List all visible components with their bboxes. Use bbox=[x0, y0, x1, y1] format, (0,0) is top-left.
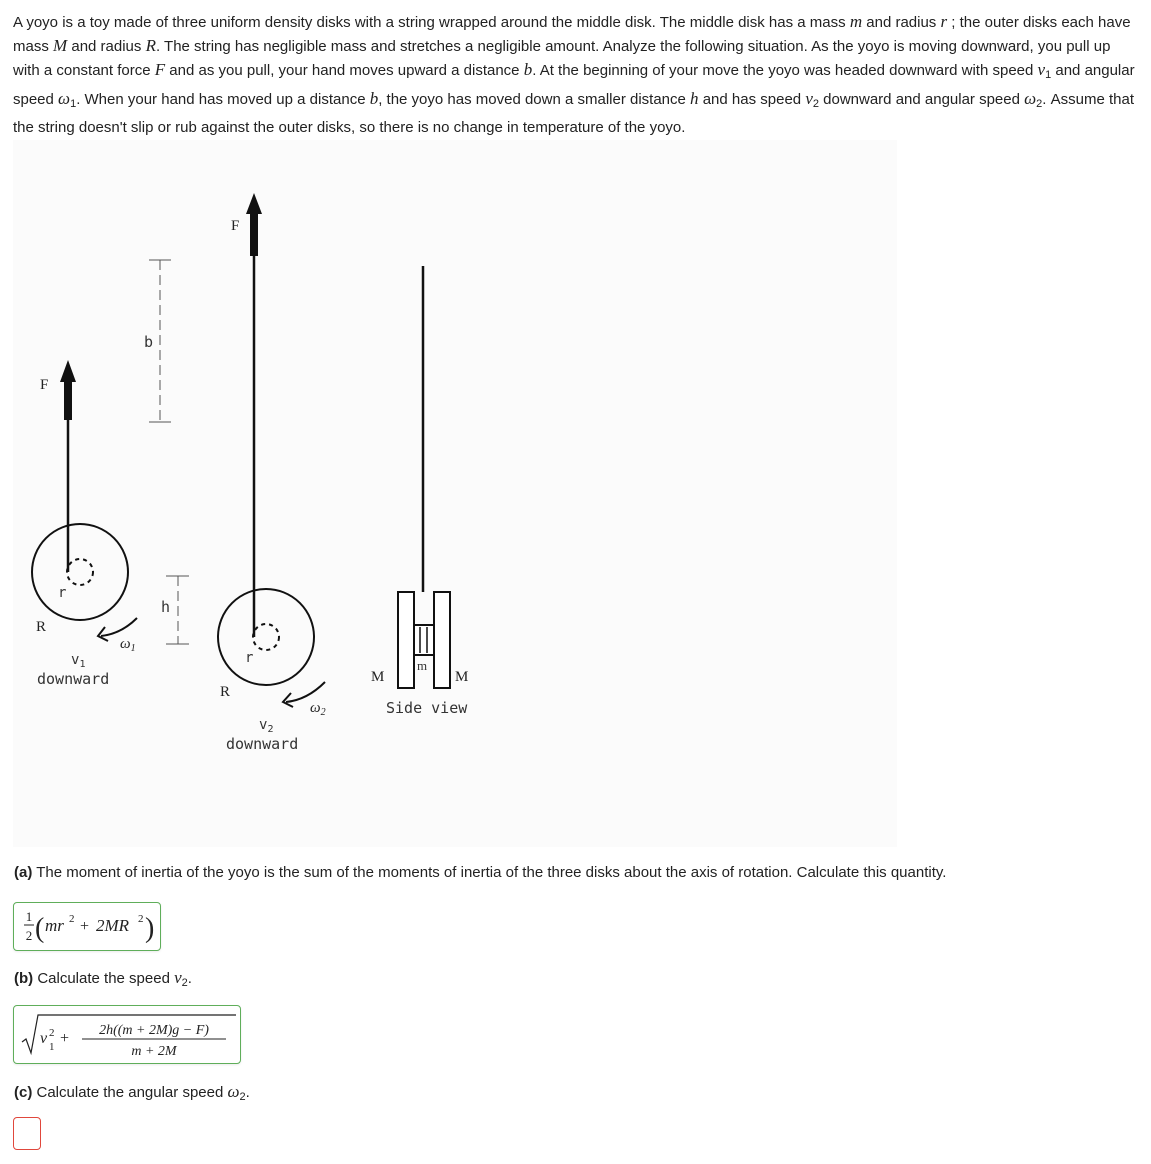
middle-outer-disk bbox=[218, 589, 314, 685]
question-c-text: Calculate the angular speed bbox=[32, 1084, 228, 1101]
question-b-label: (b) bbox=[14, 970, 34, 987]
left-r-label: r bbox=[58, 585, 67, 601]
left-omega-label bbox=[120, 636, 136, 654]
side-M-right-label: M bbox=[455, 669, 469, 685]
problem-text: ; the outer disks each have mass bbox=[13, 14, 1131, 55]
omega-symbol: ω bbox=[310, 700, 321, 716]
var-w2: ω bbox=[1024, 89, 1037, 108]
answer-a-exp1: 2 bbox=[69, 913, 75, 925]
problem-text: . Assume that the string doesn't slip or rub against the outer disks, so there is no change in temperature of the yoyo. bbox=[13, 91, 1134, 136]
answer-a-expression bbox=[14, 903, 160, 950]
middle-omega-label bbox=[310, 700, 326, 718]
b-label: b bbox=[144, 333, 154, 351]
left-outer-disk bbox=[32, 524, 128, 620]
answer-b-v: v bbox=[40, 1030, 48, 1047]
omega-symbol: ω bbox=[120, 636, 131, 652]
left-yoyo bbox=[32, 360, 137, 688]
var-b: b bbox=[369, 89, 379, 108]
var-v1-sub: 1 bbox=[1045, 69, 1052, 81]
problem-text: and has speed bbox=[698, 91, 806, 108]
var-b: b bbox=[523, 60, 533, 79]
answer-b-numerator: 2h((m + 2M)g − F) bbox=[99, 1023, 209, 1038]
problem-text: , the yoyo has moved down a smaller distance bbox=[378, 91, 691, 108]
problem-text: . At the beginning of your move the yoyo was headed downward with speed bbox=[532, 62, 1038, 79]
problem-text: and angular speed bbox=[13, 62, 1135, 108]
question-c-var-sub: 2 bbox=[239, 1091, 246, 1103]
answer-b-box[interactable] bbox=[13, 1005, 241, 1064]
side-M-left-label: M bbox=[371, 669, 385, 685]
middle-direction-label: downward bbox=[226, 735, 299, 753]
answer-b-plus: + bbox=[60, 1030, 70, 1047]
answer-a-lparen: ( bbox=[35, 913, 45, 944]
answer-b-expression bbox=[14, 1006, 240, 1063]
left-R-label: R bbox=[36, 619, 47, 635]
side-outer-disk-right bbox=[434, 592, 450, 688]
h-label: h bbox=[161, 598, 171, 616]
answer-b-subscript: 1 bbox=[49, 1041, 55, 1053]
answer-a-exp2: 2 bbox=[138, 913, 144, 925]
middle-R-label: R bbox=[220, 684, 231, 700]
answer-b-denominator: m + 2M bbox=[131, 1044, 177, 1059]
answer-a-fraction-numerator: 1 bbox=[25, 909, 33, 924]
omega-subscript: 1 bbox=[130, 643, 136, 654]
var-h: h bbox=[690, 89, 699, 108]
question-c-label: (c) bbox=[14, 1084, 33, 1101]
var-R: R bbox=[145, 36, 156, 55]
var-v2: v bbox=[805, 89, 813, 108]
question-b-text: Calculate the speed bbox=[33, 970, 175, 987]
answer-a-fraction-denominator: 2 bbox=[25, 928, 33, 943]
var-F: F bbox=[154, 60, 166, 79]
question-c-end: . bbox=[245, 1084, 250, 1101]
side-view-caption: Side view bbox=[386, 699, 468, 717]
problem-text: A yoyo is a toy made of three uniform density disks with a string wrapped around the middle disk. The middle disk has a mass bbox=[13, 14, 850, 31]
answer-a-term1: mr bbox=[45, 916, 64, 935]
v-symbol: v bbox=[259, 717, 268, 733]
answer-a-box[interactable] bbox=[13, 902, 161, 951]
v-subscript: 2 bbox=[267, 724, 274, 735]
v-subscript: 1 bbox=[79, 659, 86, 670]
left-rotation-arrowhead bbox=[98, 627, 108, 641]
left-inner-disk bbox=[67, 559, 93, 585]
yoyo-figure bbox=[13, 140, 897, 847]
middle-inner-disk bbox=[253, 624, 279, 650]
side-view bbox=[371, 266, 468, 717]
v-symbol: v bbox=[71, 652, 80, 668]
middle-force-arrow bbox=[246, 193, 262, 256]
var-w1-sub: 1 bbox=[70, 98, 77, 110]
middle-force-label: F bbox=[231, 218, 240, 234]
yoyo-diagram bbox=[13, 140, 897, 847]
left-v-label bbox=[71, 652, 85, 670]
problem-text: . The string has negligible mass and stretches a negligible amount. Analyze the following situation. As the yoyo is moving downward, you pull up with a constant force bbox=[13, 38, 1111, 79]
middle-r-label: r bbox=[245, 650, 254, 666]
answer-a-plus: + bbox=[80, 918, 90, 935]
question-b-var-sub: 2 bbox=[181, 977, 188, 989]
middle-rotation-arrowhead bbox=[283, 693, 293, 707]
problem-text: . When your hand has moved up a distance bbox=[76, 91, 370, 108]
middle-yoyo bbox=[218, 193, 326, 753]
middle-v-label bbox=[259, 717, 273, 735]
var-w2-sub: 2 bbox=[1036, 98, 1043, 110]
question-c-var: ω bbox=[227, 1082, 240, 1101]
question-b-end: . bbox=[187, 970, 192, 987]
problem-text: and radius bbox=[862, 14, 941, 31]
answer-c-input[interactable] bbox=[13, 1117, 41, 1150]
left-direction-label: downward bbox=[37, 670, 110, 688]
answer-b-square: 2 bbox=[49, 1027, 55, 1039]
middle-rotation-arrow bbox=[286, 682, 325, 702]
var-v1: v bbox=[1037, 60, 1046, 79]
b-dimension bbox=[144, 260, 171, 422]
var-M: M bbox=[53, 36, 68, 55]
answer-a-rparen: ) bbox=[145, 913, 155, 944]
side-middle-disk bbox=[414, 625, 434, 655]
answer-a-term2: 2MR bbox=[96, 916, 130, 935]
problem-statement bbox=[13, 10, 1141, 139]
var-r: r bbox=[940, 12, 948, 31]
left-rotation-arrow bbox=[101, 618, 137, 636]
question-a bbox=[14, 864, 946, 881]
question-b bbox=[14, 968, 192, 989]
left-force-arrow bbox=[60, 360, 76, 420]
question-a-text: The moment of inertia of the yoyo is the sum of the moments of inertia of the three disks about the axis of rotation. Calculate this quantity. bbox=[32, 864, 947, 881]
problem-text: and radius bbox=[67, 38, 146, 55]
problem-text: downward and angular speed bbox=[818, 91, 1025, 108]
h-dimension bbox=[161, 576, 189, 644]
problem-text: and as you pull, your hand moves upward a distance bbox=[165, 62, 524, 79]
question-a-label: (a) bbox=[14, 864, 33, 881]
left-force-label: F bbox=[40, 377, 49, 393]
var-m: m bbox=[849, 12, 863, 31]
question-c bbox=[14, 1082, 250, 1103]
question-b-var: v bbox=[174, 968, 182, 987]
omega-subscript: 2 bbox=[320, 707, 326, 718]
var-v2-sub: 2 bbox=[812, 98, 819, 110]
var-w1: ω bbox=[58, 89, 71, 108]
side-outer-disk-left bbox=[398, 592, 414, 688]
side-m-label: m bbox=[417, 658, 428, 673]
